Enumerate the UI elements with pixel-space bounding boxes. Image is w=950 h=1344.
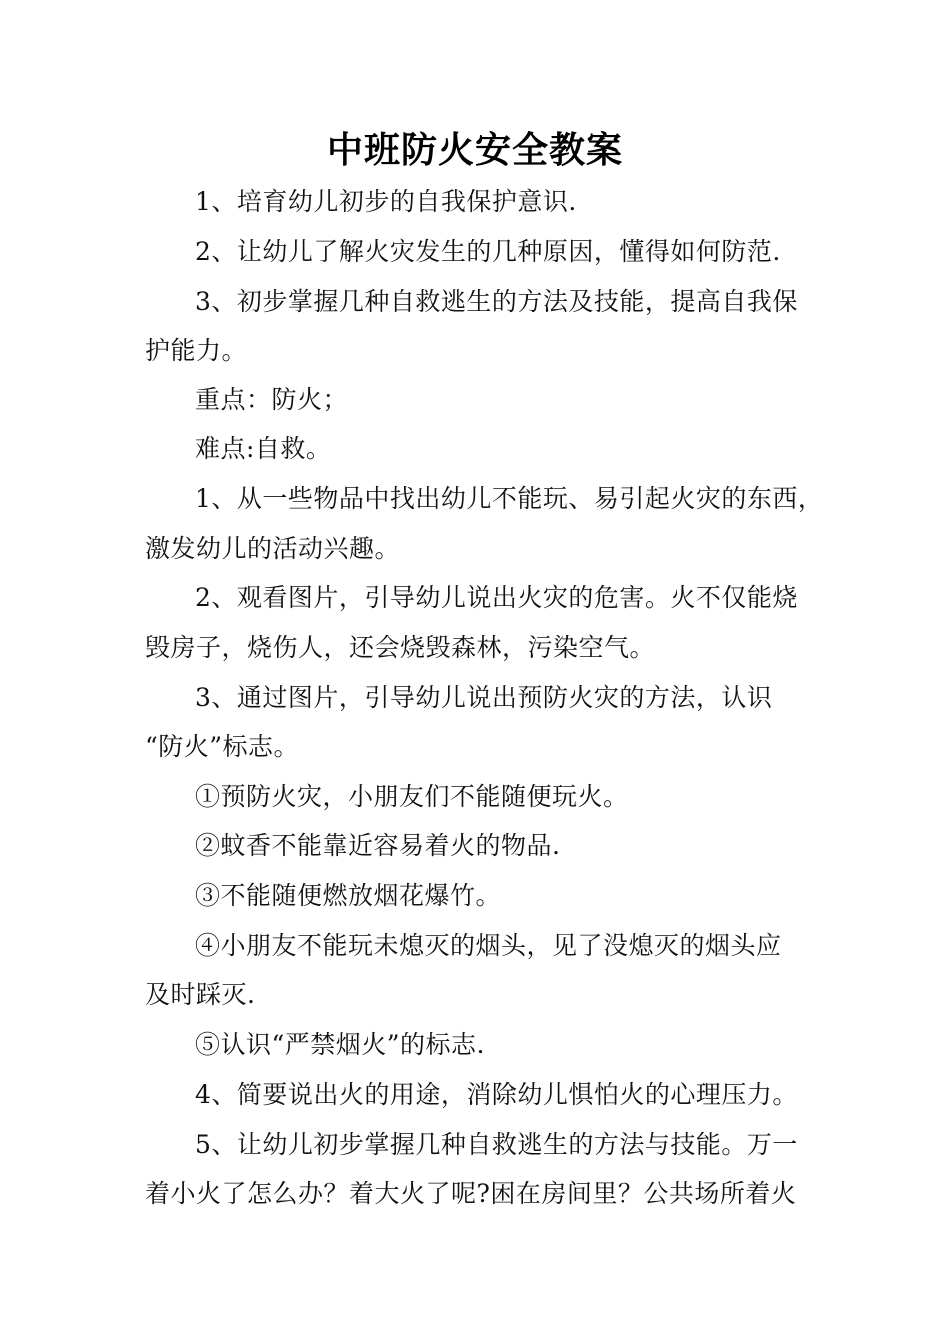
text-line: 1、培育幼儿初步的自我保护意识. <box>195 187 577 216</box>
text-line: ④小朋友不能玩未熄灭的烟头，见了没熄灭的烟头应 <box>195 931 782 960</box>
text-line: ②蚊香不能靠近容易着火的物品. <box>195 831 561 860</box>
text-line: 难点:自救。 <box>195 434 332 463</box>
text-line: ③不能随便燃放烟花爆竹。 <box>195 881 502 910</box>
text-line: ⑤认识“严禁烟火”的标志. <box>195 1030 486 1059</box>
text-line: 3、初步掌握几种自救逃生的方法及技能，提高自我保 <box>195 287 798 316</box>
text-line: 毁房子，烧伤人，还会烧毁森林，污染空气。 <box>145 633 656 662</box>
text-line: 4、简要说出火的用途，消除幼儿惧怕火的心理压力。 <box>195 1080 798 1109</box>
text-line: 1、从一些物品中找出幼儿不能玩、易引起火灾的东西， <box>195 484 824 513</box>
text-line: 2、观看图片，引导幼儿说出火灾的危害。火不仅能烧 <box>195 583 798 612</box>
text-line: 2、让幼儿了解火灾发生的几种原因，懂得如何防范. <box>195 237 781 266</box>
text-line: 激发幼儿的活动兴趣。 <box>145 534 401 563</box>
text-line: “防火”标志。 <box>145 732 300 761</box>
text-line: ①预防火灾，小朋友们不能随便玩火。 <box>195 782 629 811</box>
text-line: 重点：防火； <box>195 385 349 414</box>
text-line: 护能力。 <box>145 336 248 365</box>
document-title: 中班防火安全教案 <box>326 129 623 171</box>
text-line: 3、通过图片，引导幼儿说出预防火灾的方法，认识 <box>195 683 773 712</box>
text-line: 及时踩灭. <box>145 980 256 1009</box>
text-line: 5、让幼儿初步掌握几种自救逃生的方法与技能。万一 <box>195 1130 798 1159</box>
text-line: 着小火了怎么办？着大火了呢?困在房间里？公共场所着火 <box>145 1179 797 1208</box>
